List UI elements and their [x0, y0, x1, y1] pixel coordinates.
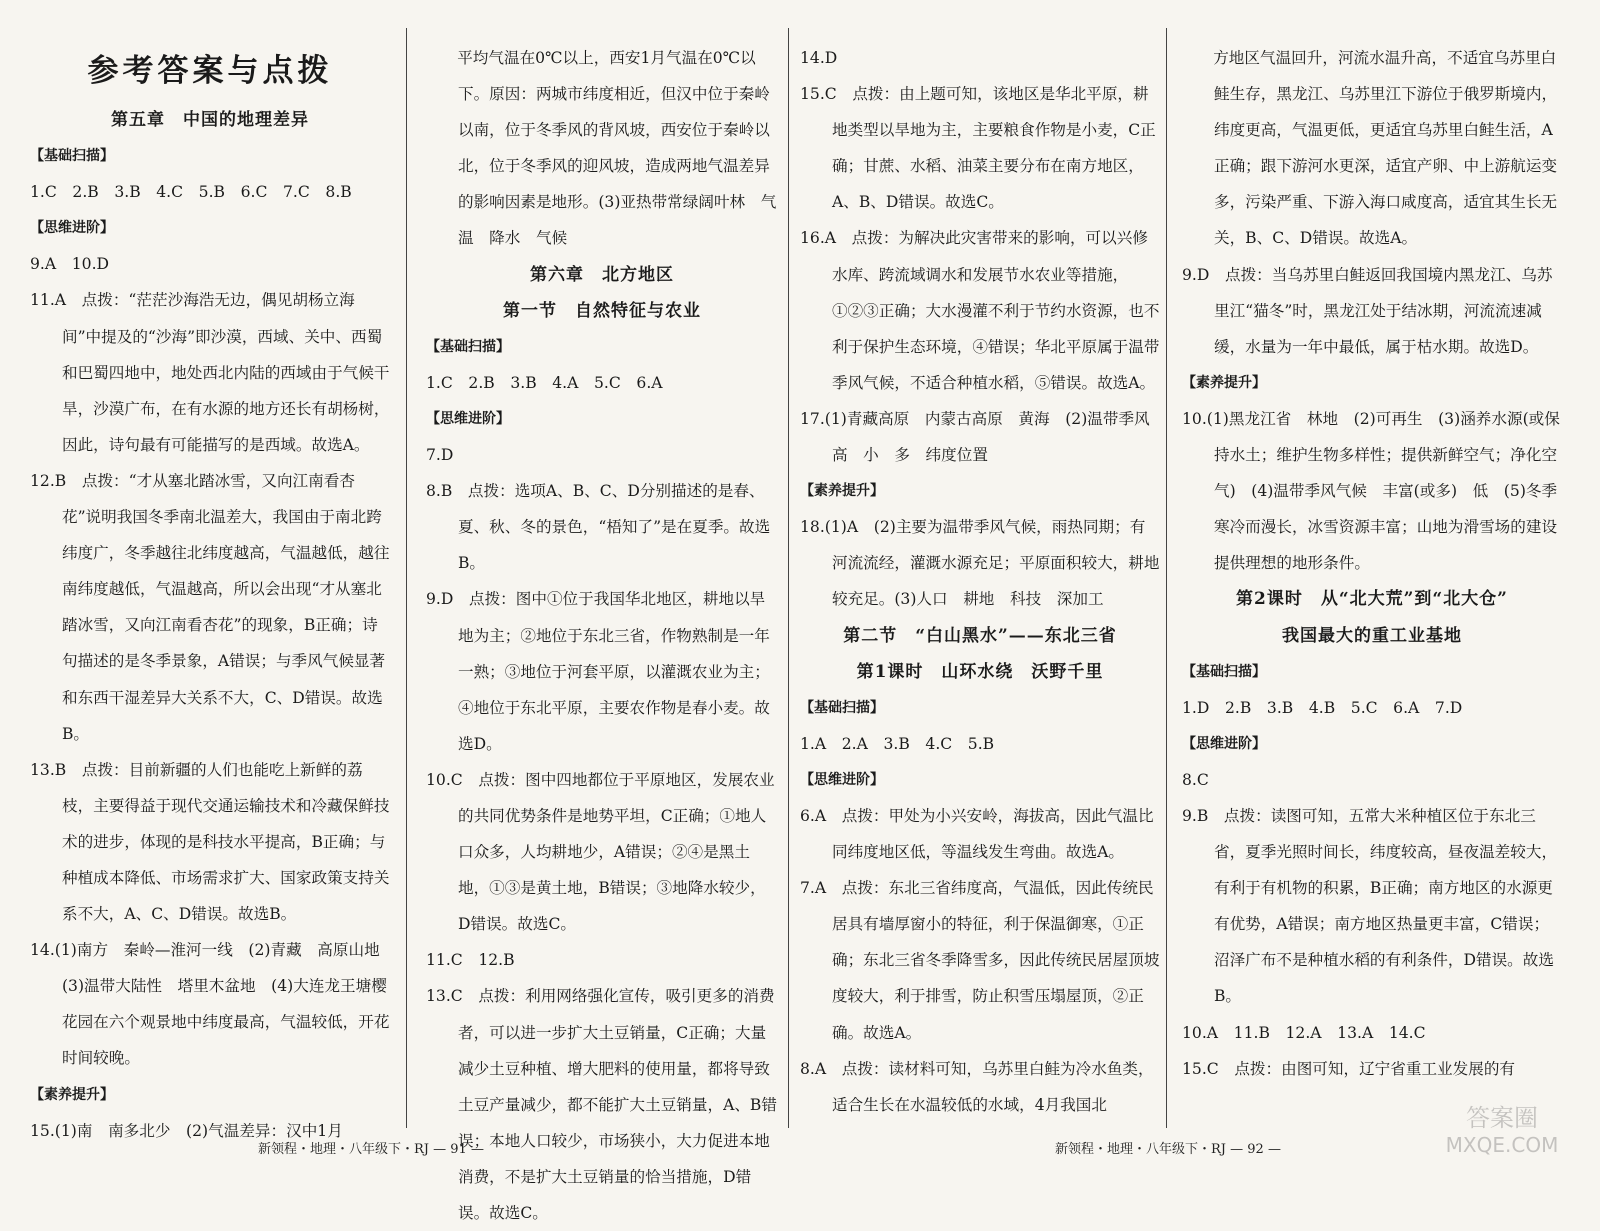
- section-label: 【基础扫描】: [30, 148, 114, 165]
- chapter-heading: 第二节 “白山黑水”——东北三省: [843, 625, 1117, 646]
- chapter-heading: 第1课时 山环水绕 沃野千里: [856, 661, 1104, 682]
- footer-right: 新领程・地理・八年级下・RJ — 92 —: [1055, 1142, 1281, 1157]
- answer-item: 方地区气温回升，河流水温升高，不适宜乌苏里白鲑生存，黑龙江、乌苏里江下游位于俄罗斯境内，纬度更高，气温更低，更适宜乌苏里白鲑生活，A正确；跟下游河水更深，适宜产卵、中上游航运变多，污染严重、下游入海口咸度高，适宜其生长无关，B、C、D错误。故选A。: [1182, 49, 1558, 248]
- watermark-title: 答案圈: [1466, 1104, 1538, 1132]
- answer-item: 15.(1)南 南多北少 (2)气温差异：汉中1月: [30, 1121, 343, 1140]
- answer-item: 6.A 点拨：甲处为小兴安岭，海拔高，因此气温比同纬度地区低，等温线发生弯曲。故选A。: [800, 806, 1154, 862]
- section-label: 【基础扫描】: [800, 699, 884, 716]
- answer-line: 10.A 11.B 12.A 13.A 14.C: [1182, 1023, 1426, 1042]
- answer-line: 8.C: [1182, 770, 1209, 789]
- answer-item: 18.(1)A (2)主要为温带季风气候，雨热同期；有河流流经，灌溉水源充足；平原面积较大，耕地较充足。(3)人口 耕地 科技 深加工: [800, 518, 1160, 609]
- section-label: 【思维进阶】: [800, 771, 884, 788]
- answer-line: 1.C 2.B 3.B 4.A 5.C 6.A: [426, 373, 663, 392]
- column-1: [30, 40, 396, 1149]
- answer-line: 1.D 2.B 3.B 4.B 5.C 6.A 7.D: [1182, 698, 1463, 717]
- answer-line: 11.C 12.B: [426, 951, 515, 970]
- answer-item: 8.A 点拨：读材料可知，乌苏里白鲑为冷水鱼类，适合生长在水温较低的水域，4月我国北: [800, 1059, 1154, 1114]
- column-2: [426, 40, 778, 1231]
- answer-item: 10.C 点拨：图中四地都位于平原地区，发展农业的共同优势条件是地势平坦，C正确；①地人口众多，人均耕地少，A错误；②④是黑土地，①③是黄土地，B错误；③地降水较少，D错误。故选C。: [426, 770, 775, 934]
- answer-line: 1.C 2.B 3.B 4.C 5.B 6.C 7.C 8.B: [30, 183, 352, 202]
- answer-item: 平均气温在0℃以上，西安1月气温在0℃以下。原因：两城市纬度相近，但汉中位于秦岭以南，位于冬季风的背风坡，西安位于秦岭以北，位于冬季风的迎风坡，造成两地气温差异的影响因素是地形。(3)亚热带常绿阔叶林 气温 降水 气候: [426, 49, 777, 248]
- section-label: 【基础扫描】: [1182, 663, 1266, 680]
- column-3: [800, 40, 1166, 1123]
- answer-item: 15.C 点拨：由上题可知，该地区是华北平原，耕地类型以旱地为主，主要粮食作物是小麦，C正确；甘蔗、水稻、油菜主要分布在南方地区，A、B、D错误。故选C。: [800, 85, 1156, 212]
- column-divider: [406, 28, 407, 1128]
- column-divider: [1166, 28, 1167, 1128]
- answer-item: 14.(1)南方 秦岭—淮河一线 (2)青藏 高原山地 (3)温带大陆性 塔里木盆地 (4)大连龙王塘樱花园在六个观景地中纬度最高，气温较低，开花时间较晚。: [30, 941, 396, 1068]
- page-title: 参考答案与点拨: [87, 53, 333, 89]
- chapter-heading: 第六章 北方地区: [530, 264, 674, 285]
- footer-left: 新领程・地理・八年级下・RJ — 91 —: [258, 1142, 484, 1157]
- chapter-heading: 第2课时 从“北大荒”到“北大仓”: [1236, 589, 1508, 610]
- answer-item: 10.(1)黑龙江省 林地 (2)可再生 (3)涵养水源(或保持水土；维护生物多样性；提供新鲜空气；净化空气) (4)温带季风气候 丰富(或多) 低 (5)冬季寒冷而漫长，冰雪资源丰富；山地为滑雪场的建设提供理想的地形条件。: [1182, 409, 1560, 573]
- section-label: 【基础扫描】: [426, 338, 510, 355]
- answer-item: 13.C 点拨：利用网络强化宣传，吸引更多的消费者，可以进一步扩大土豆销量，C正确；大量减少土豆种植、增大肥料的使用量，都将导致土豆产量减少，都不能扩大土豆销量，A、B错误；本地人口较少，市场狭小，大力促进本地消费，不是扩大土豆销量的恰当措施，D错误。故选C。: [426, 987, 777, 1222]
- answer-line: 1.A 2.A 3.B 4.C 5.B: [800, 734, 995, 753]
- section-label: 【思维进阶】: [1182, 735, 1266, 752]
- answer-item: 9.D 点拨：图中①位于我国华北地区，耕地以旱地为主；②地位于东北三省，作物熟制是一年一熟；③地位于河套平原，以灌溉农业为主；④地位于东北平原，主要农作物是春小麦。故选D。: [426, 590, 770, 753]
- answer-item: 12.B 点拨：“才从塞北踏冰雪，又向江南看杏花”说明我国冬季南北温差大，我国由于南北跨纬度广，冬季越往北纬度越高，气温越低，越往南纬度越低，气温越高，所以会出现“才从塞北踏冰雪，又向江南看杏花”的现象，B正确；诗句描述的是冬季景象，A错误；与季风气候显著和东西干湿差异大关系不大，C、D错误。故选B。: [30, 471, 390, 743]
- section-label: 【素养提升】: [800, 483, 884, 500]
- watermark-logo: [1422, 1100, 1582, 1158]
- page-fold-divider: [788, 28, 789, 1128]
- answer-line: 9.A 10.D: [30, 255, 110, 274]
- answer-item: 11.A 点拨：“茫茫沙海浩无边，偶见胡杨立海间”中提及的“沙海”即沙漠，西域、关中、西蜀和巴蜀四地中，地处西北内陆的西域由于气候干旱，沙漠广布，在有水源的地方还长有胡杨树，因此，诗句最有可能描写的是西域。故选A。: [30, 291, 390, 454]
- chapter-heading: 第五章 中国的地理差异: [111, 110, 309, 130]
- section-label: 【素养提升】: [30, 1086, 114, 1103]
- answer-item: 16.A 点拨：为解决此灾害带来的影响，可以兴修水库、跨流域调水和发展节水农业等措施，①②③正确；大水漫灌不利于节约水资源，也不利于保护生态环境，④错误；华北平原属于温带季风气候，不适合种植水稻，⑤错误。故选A。: [800, 229, 1160, 392]
- answer-item: 13.B 点拨：目前新疆的人们也能吃上新鲜的荔枝，主要得益于现代交通运输技术和冷藏保鲜技术的进步，体现的是科技水平提高，B正确；与种植成本降低、市场需求扩大、国家政策支持关系不大，A、C、D错误。故选B。: [30, 760, 390, 924]
- answer-item: 17.(1)青藏高原 内蒙古高原 黄海 (2)温带季风 高 小 多 纬度位置: [800, 409, 1166, 465]
- section-label: 【素养提升】: [1182, 374, 1266, 391]
- answer-item: 9.B 点拨：读图可知，五常大米种植区位于东北三省，夏季光照时间长，纬度较高，昼夜温差较大，有利于有机物的积累，B正确；南方地区的水源更有优势，A错误；南方地区热量更丰富，C错误；沼泽广布不是种植水稻的有利条件，D错误。故选B。: [1182, 806, 1558, 1006]
- watermark-url: MXQE.COM: [1445, 1133, 1559, 1157]
- answer-item: 15.C 点拨：由图可知，辽宁省重工业发展的有: [1182, 1059, 1516, 1078]
- answer-item: 7.A 点拨：东北三省纬度高，气温低，因此传统民居具有墙厚窗小的特征，利于保温御寒，①正确；东北三省冬季降雪多，因此传统民居屋顶坡度较大，利于排雪，防止积雪压塌屋顶，②正确。故选A。: [800, 879, 1160, 1042]
- answer-line: 7.D: [426, 446, 454, 465]
- answer-item: 8.B 点拨：选项A、B、C、D分别描述的是春、夏、秋、冬的景色，“梧知了”是在夏季。故选B。: [426, 482, 771, 573]
- section-label: 【思维进阶】: [426, 410, 510, 427]
- answer-line: 14.D: [800, 49, 838, 67]
- chapter-heading: 第一节 自然特征与农业: [503, 300, 701, 321]
- section-label: 【思维进阶】: [30, 220, 114, 237]
- answer-item: 9.D 点拨：当乌苏里白鲑返回我国境内黑龙江、乌苏里江“猫冬”时，黑龙江处于结冰期，河流流速减缓，水量为一年中最低，属于枯水期。故选D。: [1182, 265, 1553, 356]
- chapter-heading: 我国最大的重工业基地: [1282, 625, 1462, 646]
- column-4: [1182, 40, 1562, 1087]
